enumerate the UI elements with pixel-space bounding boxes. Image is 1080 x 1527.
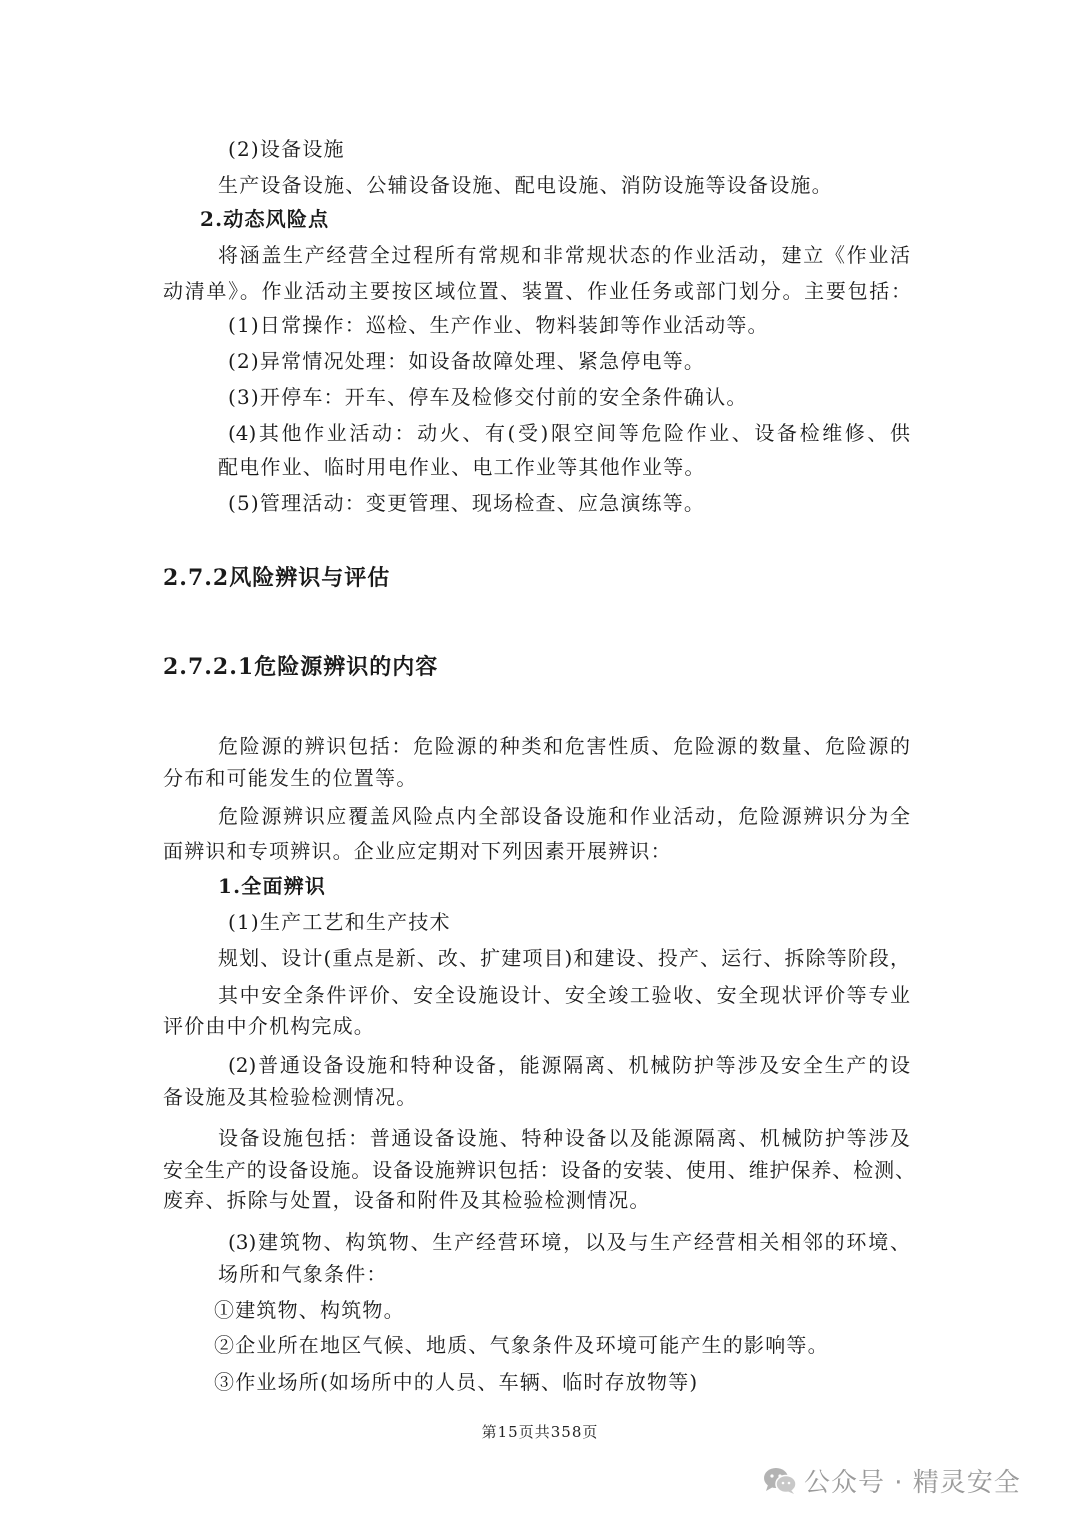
watermark	[762, 1462, 1021, 1499]
list-item: (5)管理活动：变更管理、现场检查、应急演练等。	[228, 491, 706, 515]
paragraph-line: 备设施及其检验检测情况。	[163, 1085, 418, 1109]
paragraph-line: 设备设施包括：普通设备设施、特种设备以及能源隔离、机械防护等涉及	[218, 1126, 910, 1150]
list-item: ①建筑物、构筑物。	[214, 1298, 405, 1322]
paragraph-line: 生产设备设施、公辅设备设施、配电设施、消防设施等设备设施。	[218, 173, 833, 197]
paragraph-line: 废弃、拆除与处置，设备和附件及其检验检测情况。	[163, 1188, 651, 1212]
paragraph-line: 配电作业、临时用电作业、电工作业等其他作业等。	[218, 455, 706, 479]
list-item: (2)普通设备设施和特种设备，能源隔离、机械防护等涉及安全生产的设	[228, 1053, 910, 1077]
paragraph-line: 安全生产的设备设施。设备设施辨识包括：设备的安装、使用、维护保养、检测、	[163, 1158, 915, 1182]
paragraph-line: 规划、设计(重点是新、改、扩建项目)和建设、投产、运行、拆除等阶段，	[218, 946, 910, 970]
list-item: (2)设备设施	[228, 137, 345, 161]
list-item: (4)其他作业活动：动火、有(受)限空间等危险作业、设备检维修、供	[228, 421, 910, 445]
paragraph-line: 面辨识和专项辨识。企业应定期对下列因素开展辨识：	[163, 839, 672, 863]
section-heading: 1.全面辨识	[218, 874, 327, 898]
list-item: (2)异常情况处理：如设备故障处理、紧急停电等。	[228, 349, 706, 373]
page-number: 第15页共358页	[481, 1423, 599, 1441]
list-item: (1)生产工艺和生产技术	[228, 910, 451, 934]
watermark-text: 公众号 · 精灵安全	[804, 1468, 1021, 1498]
paragraph-line: 场所和气象条件：	[218, 1262, 388, 1286]
paragraph-line: 分布和可能发生的位置等。	[163, 766, 418, 790]
paragraph-line: 评价由中介机构完成。	[163, 1014, 375, 1038]
paragraph-line: 动清单》。作业活动主要按区域位置、装置、作业任务或部门划分。主要包括：	[163, 279, 911, 303]
paragraph-line: 其中安全条件评价、安全设施设计、安全竣工验收、安全现状评价等专业	[218, 983, 910, 1007]
list-item: (3)建筑物、构筑物、生产经营环境，以及与生产经营相关相邻的环境、	[228, 1230, 910, 1254]
list-item: ②企业所在地区气候、地质、气象条件及环境可能产生的影响等。	[214, 1333, 829, 1357]
subsection-heading: 2.7.2风险辨识与评估	[163, 565, 391, 591]
list-item: (1)日常操作：巡检、生产作业、物料装卸等作业活动等。	[228, 313, 769, 337]
paragraph-line: 危险源的辨识包括：危险源的种类和危害性质、危险源的数量、危险源的	[218, 734, 910, 758]
paragraph-line: 将涵盖生产经营全过程所有常规和非常规状态的作业活动，建立《作业活	[218, 243, 910, 267]
paragraph-line: 危险源辨识应覆盖风险点内全部设备设施和作业活动，危险源辨识分为全	[218, 804, 910, 828]
list-item: (3)开停车：开车、停车及检修交付前的安全条件确认。	[228, 385, 748, 409]
subsection-heading: 2.7.2.1危险源辨识的内容	[163, 654, 439, 680]
wechat-icon	[762, 1466, 798, 1496]
section-heading: 2.动态风险点	[200, 207, 330, 231]
list-item: ③作业场所(如场所中的人员、车辆、临时存放物等)	[214, 1370, 699, 1394]
